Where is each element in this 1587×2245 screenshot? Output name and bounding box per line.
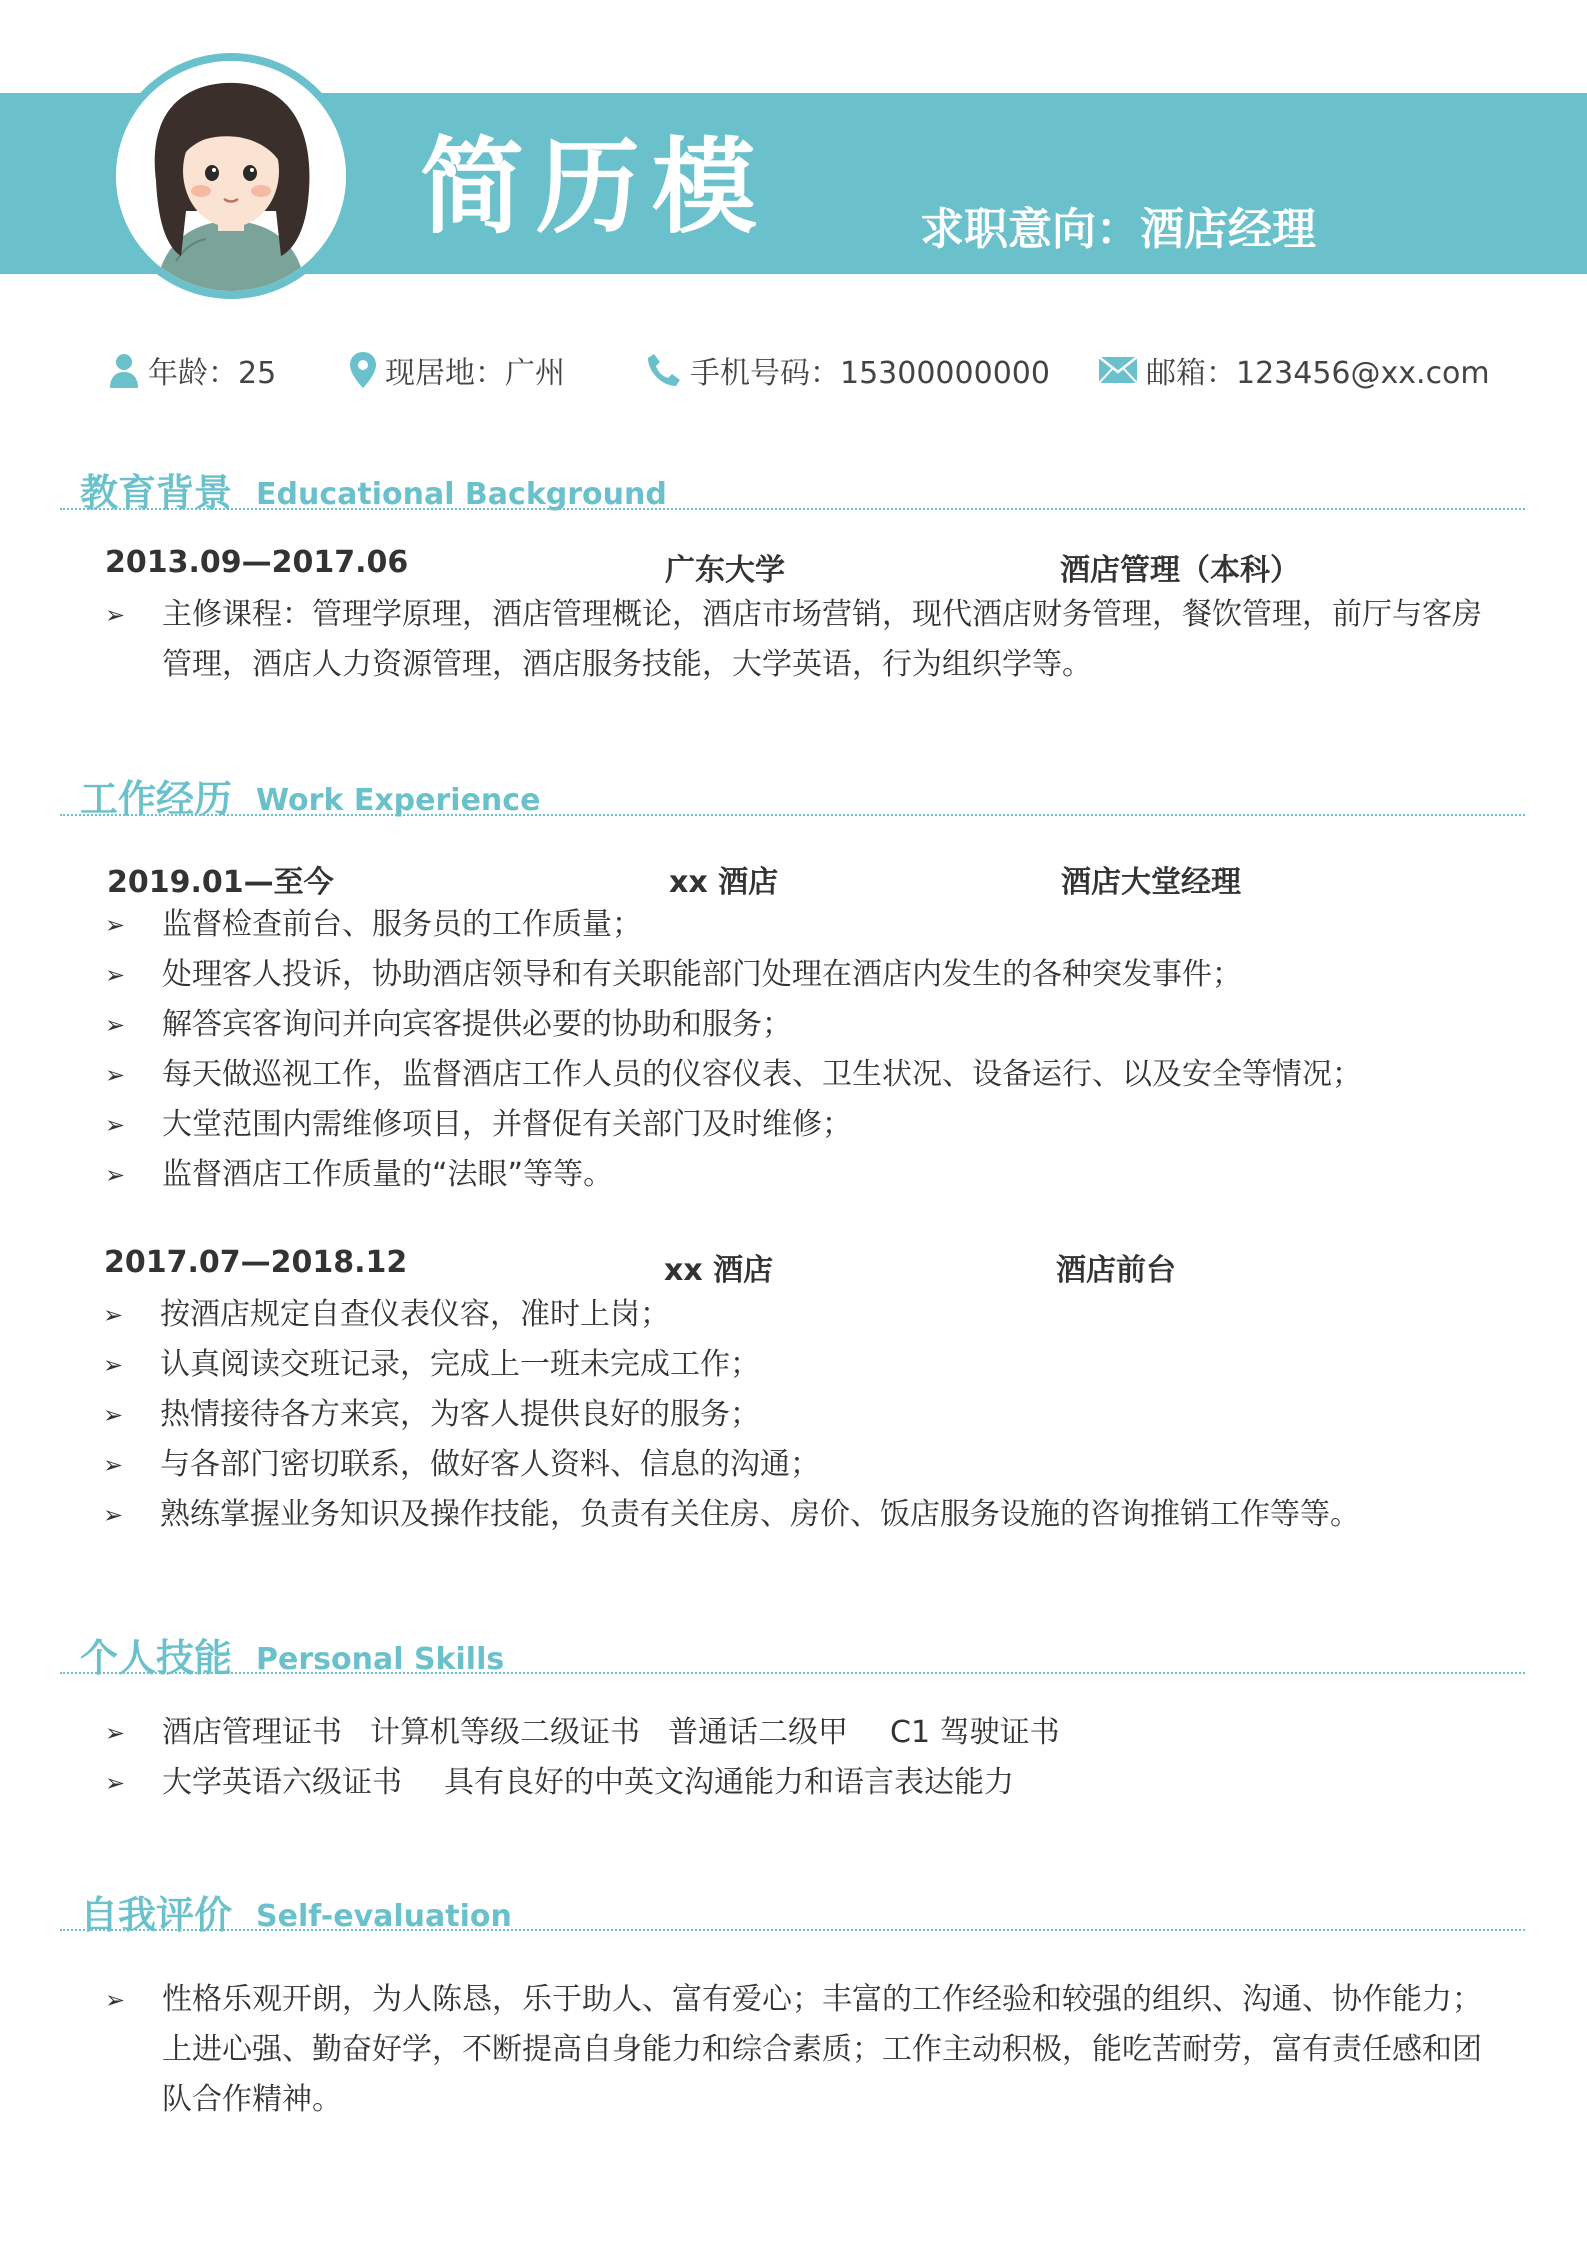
person-icon bbox=[108, 352, 140, 388]
list-item bbox=[105, 1050, 1495, 1100]
list-item bbox=[105, 1758, 1495, 1808]
section-title-en: Educational Background bbox=[256, 477, 667, 512]
section-title-en: Personal Skills bbox=[256, 1642, 505, 1677]
arrow-bullet-icon: ➢ bbox=[103, 1451, 124, 1479]
job-duties-list bbox=[103, 1290, 1493, 1540]
list-item-text: 熟练掌握业务知识及操作技能，负责有关住房、房价、饭店服务设施的咨询推销工作等等。 bbox=[160, 1497, 1360, 1532]
section-title-zh: 自我评价 bbox=[80, 1893, 233, 1937]
list-item bbox=[105, 1000, 1495, 1050]
list-item bbox=[105, 1975, 1495, 2125]
skills-list bbox=[105, 1708, 1495, 1808]
list-item bbox=[103, 1290, 1493, 1340]
job-duties-list bbox=[105, 900, 1495, 1200]
skill-item: 具有良好的中英文沟通能力和语言表达能力 bbox=[444, 1765, 1014, 1800]
phone-icon bbox=[646, 352, 682, 388]
arrow-bullet-icon: ➢ bbox=[105, 1769, 126, 1797]
section-title-zh: 个人技能 bbox=[80, 1636, 233, 1680]
age-text: 年龄：25 bbox=[148, 356, 277, 391]
education-header bbox=[105, 545, 1505, 588]
job-header bbox=[104, 1245, 1504, 1288]
section-work-title bbox=[80, 768, 541, 821]
section-divider bbox=[60, 508, 1525, 510]
contact-age bbox=[108, 345, 276, 395]
arrow-bullet-icon: ➢ bbox=[103, 1301, 124, 1329]
job-company: xx 酒店 bbox=[664, 1253, 774, 1288]
list-item-text: 主修课程：管理学原理，酒店管理概论，酒店市场营销，现代酒店财务管理，餐饮管理，前厅与客房管理，酒店人力资源管理，酒店服务技能，大学英语，行为组织学等。 bbox=[162, 597, 1482, 682]
list-item-text: 监督酒店工作质量的“法眼”等等。 bbox=[162, 1157, 614, 1192]
list-item bbox=[103, 1440, 1493, 1490]
section-title-en: Self-evaluation bbox=[256, 1899, 512, 1934]
skill-item: 酒店管理证书 bbox=[162, 1715, 342, 1750]
arrow-bullet-icon: ➢ bbox=[103, 1501, 124, 1529]
list-item bbox=[103, 1390, 1493, 1440]
avatar-illustration bbox=[116, 61, 346, 291]
list-item bbox=[105, 590, 1495, 690]
arrow-bullet-icon: ➢ bbox=[105, 1011, 126, 1039]
location-pin-icon bbox=[349, 351, 377, 389]
job-header bbox=[107, 857, 1507, 900]
arrow-bullet-icon: ➢ bbox=[103, 1401, 124, 1429]
list-item bbox=[105, 950, 1495, 1000]
job-position: 酒店大堂经理 bbox=[1061, 865, 1241, 900]
job-period: 2017.07—2018.12 bbox=[104, 1245, 408, 1280]
section-title-en: Work Experience bbox=[256, 783, 541, 818]
mail-icon bbox=[1098, 356, 1138, 384]
contact-phone bbox=[646, 345, 1050, 395]
list-item-text: 解答宾客询问并向宾客提供必要的协助和服务； bbox=[162, 1007, 792, 1042]
self-eval-text: 性格乐观开朗，为人陈恳，乐于助人、富有爱心；丰富的工作经验和较强的组织、沟通、协作能力；上进心强、勤奋好学，不断提高自身能力和综合素质；工作主动积极，能吃苦耐劳，富有责任感和团队合作精神。 bbox=[162, 1982, 1482, 2117]
header-name: 简历模 bbox=[420, 126, 769, 248]
education-courses-list bbox=[105, 590, 1495, 690]
section-title-zh: 教育背景 bbox=[80, 471, 233, 515]
arrow-bullet-icon: ➢ bbox=[105, 1719, 126, 1747]
list-item-text: 处理客人投诉，协助酒店领导和有关职能部门处理在酒店内发生的各种突发事件； bbox=[162, 957, 1242, 992]
job-target: 求职意向：酒店经理 bbox=[920, 204, 1316, 255]
list-item-text: 每天做巡视工作，监督酒店工作人员的仪容仪表、卫生状况、设备运行、以及安全等情况； bbox=[162, 1057, 1362, 1092]
section-divider bbox=[60, 1929, 1525, 1931]
arrow-bullet-icon: ➢ bbox=[105, 961, 126, 989]
list-item bbox=[105, 1150, 1495, 1200]
contact-location bbox=[349, 345, 565, 395]
list-item-text: 按酒店规定自查仪表仪容，准时上岗； bbox=[160, 1297, 670, 1332]
list-item-text: 热情接待各方来宾，为客人提供良好的服务； bbox=[160, 1397, 760, 1432]
section-divider bbox=[60, 814, 1525, 816]
self-eval-list bbox=[105, 1975, 1495, 2125]
section-skills-title bbox=[80, 1627, 505, 1680]
section-self-eval-title bbox=[80, 1884, 512, 1937]
section-education-title bbox=[80, 462, 667, 515]
list-item-text: 与各部门密切联系，做好客人资料、信息的沟通； bbox=[160, 1447, 820, 1482]
skill-item: 计算机等级二级证书 bbox=[370, 1715, 640, 1750]
section-divider bbox=[60, 1672, 1525, 1674]
email-text: 邮箱：123456@xx.com bbox=[1146, 356, 1490, 391]
skill-item: C1 驾驶证书 bbox=[890, 1715, 1060, 1750]
arrow-bullet-icon: ➢ bbox=[105, 601, 126, 629]
location-text: 现居地：广州 bbox=[385, 356, 565, 391]
list-item bbox=[105, 900, 1495, 950]
arrow-bullet-icon: ➢ bbox=[105, 1986, 126, 2014]
job-company: xx 酒店 bbox=[669, 865, 779, 900]
education-period: 2013.09—2017.06 bbox=[105, 545, 409, 580]
list-item bbox=[105, 1708, 1495, 1758]
contact-email bbox=[1098, 345, 1490, 395]
phone-text: 手机号码：15300000000 bbox=[690, 356, 1050, 391]
education-school: 广东大学 bbox=[665, 553, 785, 588]
arrow-bullet-icon: ➢ bbox=[105, 1161, 126, 1189]
list-item-text: 监督检查前台、服务员的工作质量； bbox=[162, 907, 642, 942]
section-title-zh: 工作经历 bbox=[80, 777, 233, 821]
list-item bbox=[103, 1490, 1493, 1540]
job-position: 酒店前台 bbox=[1056, 1253, 1176, 1288]
avatar bbox=[116, 61, 346, 291]
list-item bbox=[103, 1340, 1493, 1390]
arrow-bullet-icon: ➢ bbox=[105, 1061, 126, 1089]
arrow-bullet-icon: ➢ bbox=[105, 1111, 126, 1139]
skill-item: 普通话二级甲 bbox=[668, 1715, 848, 1750]
list-item-text: 大堂范围内需维修项目，并督促有关部门及时维修； bbox=[162, 1107, 852, 1142]
arrow-bullet-icon: ➢ bbox=[103, 1351, 124, 1379]
skill-item: 大学英语六级证书 bbox=[162, 1765, 402, 1800]
list-item bbox=[105, 1100, 1495, 1150]
education-major: 酒店管理（本科） bbox=[1060, 553, 1300, 588]
arrow-bullet-icon: ➢ bbox=[105, 911, 126, 939]
list-item-text: 认真阅读交班记录，完成上一班未完成工作； bbox=[160, 1347, 760, 1382]
job-period: 2019.01—至今 bbox=[107, 865, 334, 900]
